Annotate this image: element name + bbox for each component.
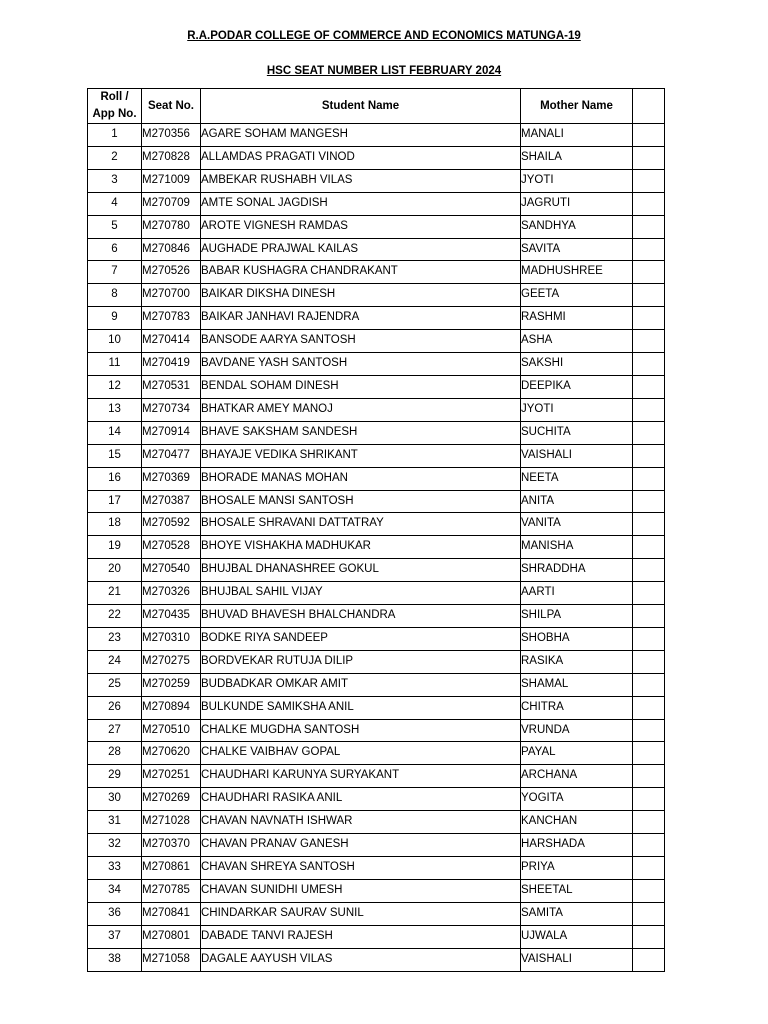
table-row (88, 788, 665, 811)
student-name-cell: BHAVE SAKSHAM SANDESH (201, 421, 521, 444)
blank-cell (633, 284, 665, 307)
blank-cell (633, 192, 665, 215)
header-blank (633, 89, 665, 124)
mother-name-cell: VAISHALI (521, 444, 633, 467)
student-name-cell: BANSODE AARYA SANTOSH (201, 330, 521, 353)
seat-number-cell: M270369 (142, 467, 201, 490)
table-row (88, 124, 665, 147)
student-name-cell: BHOSALE MANSI SANTOSH (201, 490, 521, 513)
table-row (88, 719, 665, 742)
blank-cell (633, 490, 665, 513)
student-name-cell: BHOSALE SHRAVANI DATTATRAY (201, 513, 521, 536)
mother-name-cell: AARTI (521, 582, 633, 605)
blank-cell (633, 627, 665, 650)
blank-cell (633, 879, 665, 902)
table-row (88, 215, 665, 238)
seat-number-cell: M270914 (142, 421, 201, 444)
table-row (88, 696, 665, 719)
seat-number-cell: M270841 (142, 902, 201, 925)
seat-number-cell: M270861 (142, 857, 201, 880)
blank-cell (633, 124, 665, 147)
seat-number-cell: M270780 (142, 215, 201, 238)
student-name-cell: AMTE SONAL JAGDISH (201, 192, 521, 215)
seat-number-cell: M270785 (142, 879, 201, 902)
roll-number-cell: 5 (88, 215, 142, 238)
seat-number-cell: M270894 (142, 696, 201, 719)
table-row (88, 421, 665, 444)
roll-number-cell: 26 (88, 696, 142, 719)
student-name-cell: BHUJBAL DHANASHREE GOKUL (201, 559, 521, 582)
mother-name-cell: GEETA (521, 284, 633, 307)
student-name-cell: BHOYE VISHAKHA MADHUKAR (201, 536, 521, 559)
roll-number-cell: 3 (88, 169, 142, 192)
blank-cell (633, 169, 665, 192)
table-row (88, 169, 665, 192)
student-name-cell: CHAVAN PRANAV GANESH (201, 834, 521, 857)
mother-name-cell: NEETA (521, 467, 633, 490)
student-name-cell: BAIKAR DIKSHA DINESH (201, 284, 521, 307)
header-seat-no: Seat No. (142, 89, 201, 124)
mother-name-cell: VANITA (521, 513, 633, 536)
blank-cell (633, 444, 665, 467)
roll-number-cell: 32 (88, 834, 142, 857)
header-student-name: Student Name (201, 89, 521, 124)
seat-number-cell: M270326 (142, 582, 201, 605)
table-row (88, 948, 665, 971)
student-name-cell: BAVDANE YASH SANTOSH (201, 353, 521, 376)
mother-name-cell: RASHMI (521, 307, 633, 330)
mother-name-cell: JYOTI (521, 169, 633, 192)
seat-number-cell: M270783 (142, 307, 201, 330)
seat-number-cell: M270528 (142, 536, 201, 559)
seat-number-cell: M270801 (142, 925, 201, 948)
table-row (88, 925, 665, 948)
seat-number-cell: M270310 (142, 627, 201, 650)
roll-number-cell: 16 (88, 467, 142, 490)
table-row (88, 582, 665, 605)
mother-name-cell: SAMITA (521, 902, 633, 925)
mother-name-cell: ARCHANA (521, 765, 633, 788)
roll-number-cell: 13 (88, 398, 142, 421)
blank-cell (633, 513, 665, 536)
table-row (88, 353, 665, 376)
seat-number-cell: M270419 (142, 353, 201, 376)
seat-number-cell: M270540 (142, 559, 201, 582)
student-name-cell: CHAUDHARI RASIKA ANIL (201, 788, 521, 811)
seat-number-cell: M270387 (142, 490, 201, 513)
seat-number-cell: M270356 (142, 124, 201, 147)
seat-number-cell: M270700 (142, 284, 201, 307)
mother-name-cell: KANCHAN (521, 811, 633, 834)
table-row (88, 284, 665, 307)
mother-name-cell: SHOBHA (521, 627, 633, 650)
mother-name-cell: SUCHITA (521, 421, 633, 444)
table-row (88, 330, 665, 353)
table-row (88, 192, 665, 215)
blank-cell (633, 650, 665, 673)
mother-name-cell: SHAMAL (521, 673, 633, 696)
mother-name-cell: UJWALA (521, 925, 633, 948)
mother-name-cell: ASHA (521, 330, 633, 353)
roll-number-cell: 9 (88, 307, 142, 330)
student-name-cell: CHAVAN SHREYA SANTOSH (201, 857, 521, 880)
roll-number-cell: 20 (88, 559, 142, 582)
roll-number-cell: 24 (88, 650, 142, 673)
seat-number-cell: M270259 (142, 673, 201, 696)
blank-cell (633, 925, 665, 948)
roll-number-cell: 29 (88, 765, 142, 788)
seat-number-cell: M270846 (142, 238, 201, 261)
seat-number-cell: M271009 (142, 169, 201, 192)
seat-number-cell: M270510 (142, 719, 201, 742)
student-name-cell: AROTE VIGNESH RAMDAS (201, 215, 521, 238)
mother-name-cell: JAGRUTI (521, 192, 633, 215)
roll-number-cell: 19 (88, 536, 142, 559)
college-title: R.A.PODAR COLLEGE OF COMMERCE AND ECONOMICS MATUNGA-19 (187, 30, 581, 42)
seat-number-cell: M271028 (142, 811, 201, 834)
blank-cell (633, 375, 665, 398)
roll-number-cell: 27 (88, 719, 142, 742)
table-row (88, 146, 665, 169)
student-name-cell: BHUVAD BHAVESH BHALCHANDRA (201, 605, 521, 628)
blank-cell (633, 719, 665, 742)
table-row (88, 261, 665, 284)
table-row (88, 238, 665, 261)
roll-number-cell: 14 (88, 421, 142, 444)
blank-cell (633, 467, 665, 490)
seat-number-cell: M270477 (142, 444, 201, 467)
roll-number-cell: 10 (88, 330, 142, 353)
seat-number-cell: M270414 (142, 330, 201, 353)
mother-name-cell: VAISHALI (521, 948, 633, 971)
blank-cell (633, 765, 665, 788)
mother-name-cell: HARSHADA (521, 834, 633, 857)
table-row (88, 673, 665, 696)
blank-cell (633, 536, 665, 559)
list-title: HSC SEAT NUMBER LIST FEBRUARY 2024 (266, 65, 502, 77)
mother-name-cell: SAKSHI (521, 353, 633, 376)
seat-number-cell: M271058 (142, 948, 201, 971)
blank-cell (633, 307, 665, 330)
blank-cell (633, 421, 665, 444)
blank-cell (633, 857, 665, 880)
table-row (88, 559, 665, 582)
blank-cell (633, 398, 665, 421)
table-row (88, 857, 665, 880)
student-name-cell: BUDBADKAR OMKAR AMIT (201, 673, 521, 696)
table-row (88, 467, 665, 490)
blank-cell (633, 146, 665, 169)
table-row (88, 902, 665, 925)
table-row (88, 811, 665, 834)
mother-name-cell: MANALI (521, 124, 633, 147)
mother-name-cell: VRUNDA (521, 719, 633, 742)
roll-number-cell: 1 (88, 124, 142, 147)
blank-cell (633, 353, 665, 376)
seat-number-cell: M270734 (142, 398, 201, 421)
roll-number-cell: 12 (88, 375, 142, 398)
table-header-row (88, 89, 665, 124)
table-row (88, 490, 665, 513)
mother-name-cell: MADHUSHREE (521, 261, 633, 284)
student-name-cell: BAIKAR JANHAVI RAJENDRA (201, 307, 521, 330)
roll-number-cell: 11 (88, 353, 142, 376)
seat-number-cell: M270435 (142, 605, 201, 628)
blank-cell (633, 834, 665, 857)
roll-number-cell: 31 (88, 811, 142, 834)
blank-cell (633, 948, 665, 971)
roll-number-cell: 34 (88, 879, 142, 902)
table-row (88, 627, 665, 650)
roll-number-cell: 22 (88, 605, 142, 628)
seat-number-cell: M270531 (142, 375, 201, 398)
blank-cell (633, 811, 665, 834)
roll-number-cell: 17 (88, 490, 142, 513)
header-mother-name: Mother Name (521, 89, 633, 124)
mother-name-cell: PAYAL (521, 742, 633, 765)
header-roll-line2: App No. (92, 108, 137, 120)
mother-name-cell: RASIKA (521, 650, 633, 673)
blank-cell (633, 696, 665, 719)
roll-number-cell: 6 (88, 238, 142, 261)
student-name-cell: BODKE RIYA SANDEEP (201, 627, 521, 650)
student-name-cell: BENDAL SOHAM DINESH (201, 375, 521, 398)
mother-name-cell: ANITA (521, 490, 633, 513)
student-name-cell: AUGHADE PRAJWAL KAILAS (201, 238, 521, 261)
mother-name-cell: PRIYA (521, 857, 633, 880)
table-row (88, 536, 665, 559)
seat-number-cell: M270370 (142, 834, 201, 857)
roll-number-cell: 7 (88, 261, 142, 284)
student-name-cell: BABAR KUSHAGRA CHANDRAKANT (201, 261, 521, 284)
student-name-cell: CHALKE MUGDHA SANTOSH (201, 719, 521, 742)
table-row (88, 879, 665, 902)
header-roll-app-no (88, 89, 142, 124)
seat-number-cell: M270275 (142, 650, 201, 673)
table-body (88, 124, 665, 972)
table-row (88, 650, 665, 673)
roll-number-cell: 8 (88, 284, 142, 307)
student-name-cell: BHAYAJE VEDIKA SHRIKANT (201, 444, 521, 467)
student-name-cell: AMBEKAR RUSHABH VILAS (201, 169, 521, 192)
mother-name-cell: SHEETAL (521, 879, 633, 902)
table-row (88, 444, 665, 467)
table-row (88, 765, 665, 788)
roll-number-cell: 2 (88, 146, 142, 169)
blank-cell (633, 238, 665, 261)
table-row (88, 742, 665, 765)
blank-cell (633, 261, 665, 284)
student-name-cell: BHATKAR AMEY MANOJ (201, 398, 521, 421)
student-name-cell: CHAUDHARI KARUNYA SURYAKANT (201, 765, 521, 788)
roll-number-cell: 25 (88, 673, 142, 696)
table-row (88, 605, 665, 628)
blank-cell (633, 788, 665, 811)
seat-number-cell: M270620 (142, 742, 201, 765)
table-row (88, 834, 665, 857)
student-name-cell: CHALKE VAIBHAV GOPAL (201, 742, 521, 765)
roll-number-cell: 36 (88, 902, 142, 925)
seat-number-cell: M270592 (142, 513, 201, 536)
student-name-cell: BHORADE MANAS MOHAN (201, 467, 521, 490)
blank-cell (633, 330, 665, 353)
student-name-cell: AGARE SOHAM MANGESH (201, 124, 521, 147)
seat-number-cell: M270269 (142, 788, 201, 811)
seat-number-cell: M270251 (142, 765, 201, 788)
table-row (88, 513, 665, 536)
mother-name-cell: CHITRA (521, 696, 633, 719)
seat-number-cell: M270526 (142, 261, 201, 284)
student-name-cell: CHINDARKAR SAURAV SUNIL (201, 902, 521, 925)
mother-name-cell: SANDHYA (521, 215, 633, 238)
blank-cell (633, 605, 665, 628)
table-row (88, 307, 665, 330)
table-row (88, 398, 665, 421)
roll-number-cell: 4 (88, 192, 142, 215)
roll-number-cell: 21 (88, 582, 142, 605)
student-name-cell: CHAVAN SUNIDHI UMESH (201, 879, 521, 902)
roll-number-cell: 30 (88, 788, 142, 811)
blank-cell (633, 582, 665, 605)
roll-number-cell: 23 (88, 627, 142, 650)
seat-number-cell: M270709 (142, 192, 201, 215)
mother-name-cell: SHAILA (521, 146, 633, 169)
table-row (88, 375, 665, 398)
mother-name-cell: JYOTI (521, 398, 633, 421)
mother-name-cell: MANISHA (521, 536, 633, 559)
blank-cell (633, 673, 665, 696)
blank-cell (633, 559, 665, 582)
roll-number-cell: 38 (88, 948, 142, 971)
mother-name-cell: SAVITA (521, 238, 633, 261)
mother-name-cell: DEEPIKA (521, 375, 633, 398)
roll-number-cell: 15 (88, 444, 142, 467)
blank-cell (633, 902, 665, 925)
student-name-cell: DAGALE AAYUSH VILAS (201, 948, 521, 971)
student-name-cell: CHAVAN NAVNATH ISHWAR (201, 811, 521, 834)
header-roll-line1: Roll / (100, 91, 129, 103)
roll-number-cell: 37 (88, 925, 142, 948)
blank-cell (633, 215, 665, 238)
student-name-cell: BULKUNDE SAMIKSHA ANIL (201, 696, 521, 719)
mother-name-cell: SHILPA (521, 605, 633, 628)
roll-number-cell: 28 (88, 742, 142, 765)
roll-number-cell: 33 (88, 857, 142, 880)
roll-number-cell: 18 (88, 513, 142, 536)
student-name-cell: DABADE TANVI RAJESH (201, 925, 521, 948)
mother-name-cell: YOGITA (521, 788, 633, 811)
seat-number-cell: M270828 (142, 146, 201, 169)
student-name-cell: ALLAMDAS PRAGATI VINOD (201, 146, 521, 169)
seat-number-table (87, 88, 665, 972)
student-name-cell: BHUJBAL SAHIL VIJAY (201, 582, 521, 605)
student-name-cell: BORDVEKAR RUTUJA DILIP (201, 650, 521, 673)
blank-cell (633, 742, 665, 765)
mother-name-cell: SHRADDHA (521, 559, 633, 582)
